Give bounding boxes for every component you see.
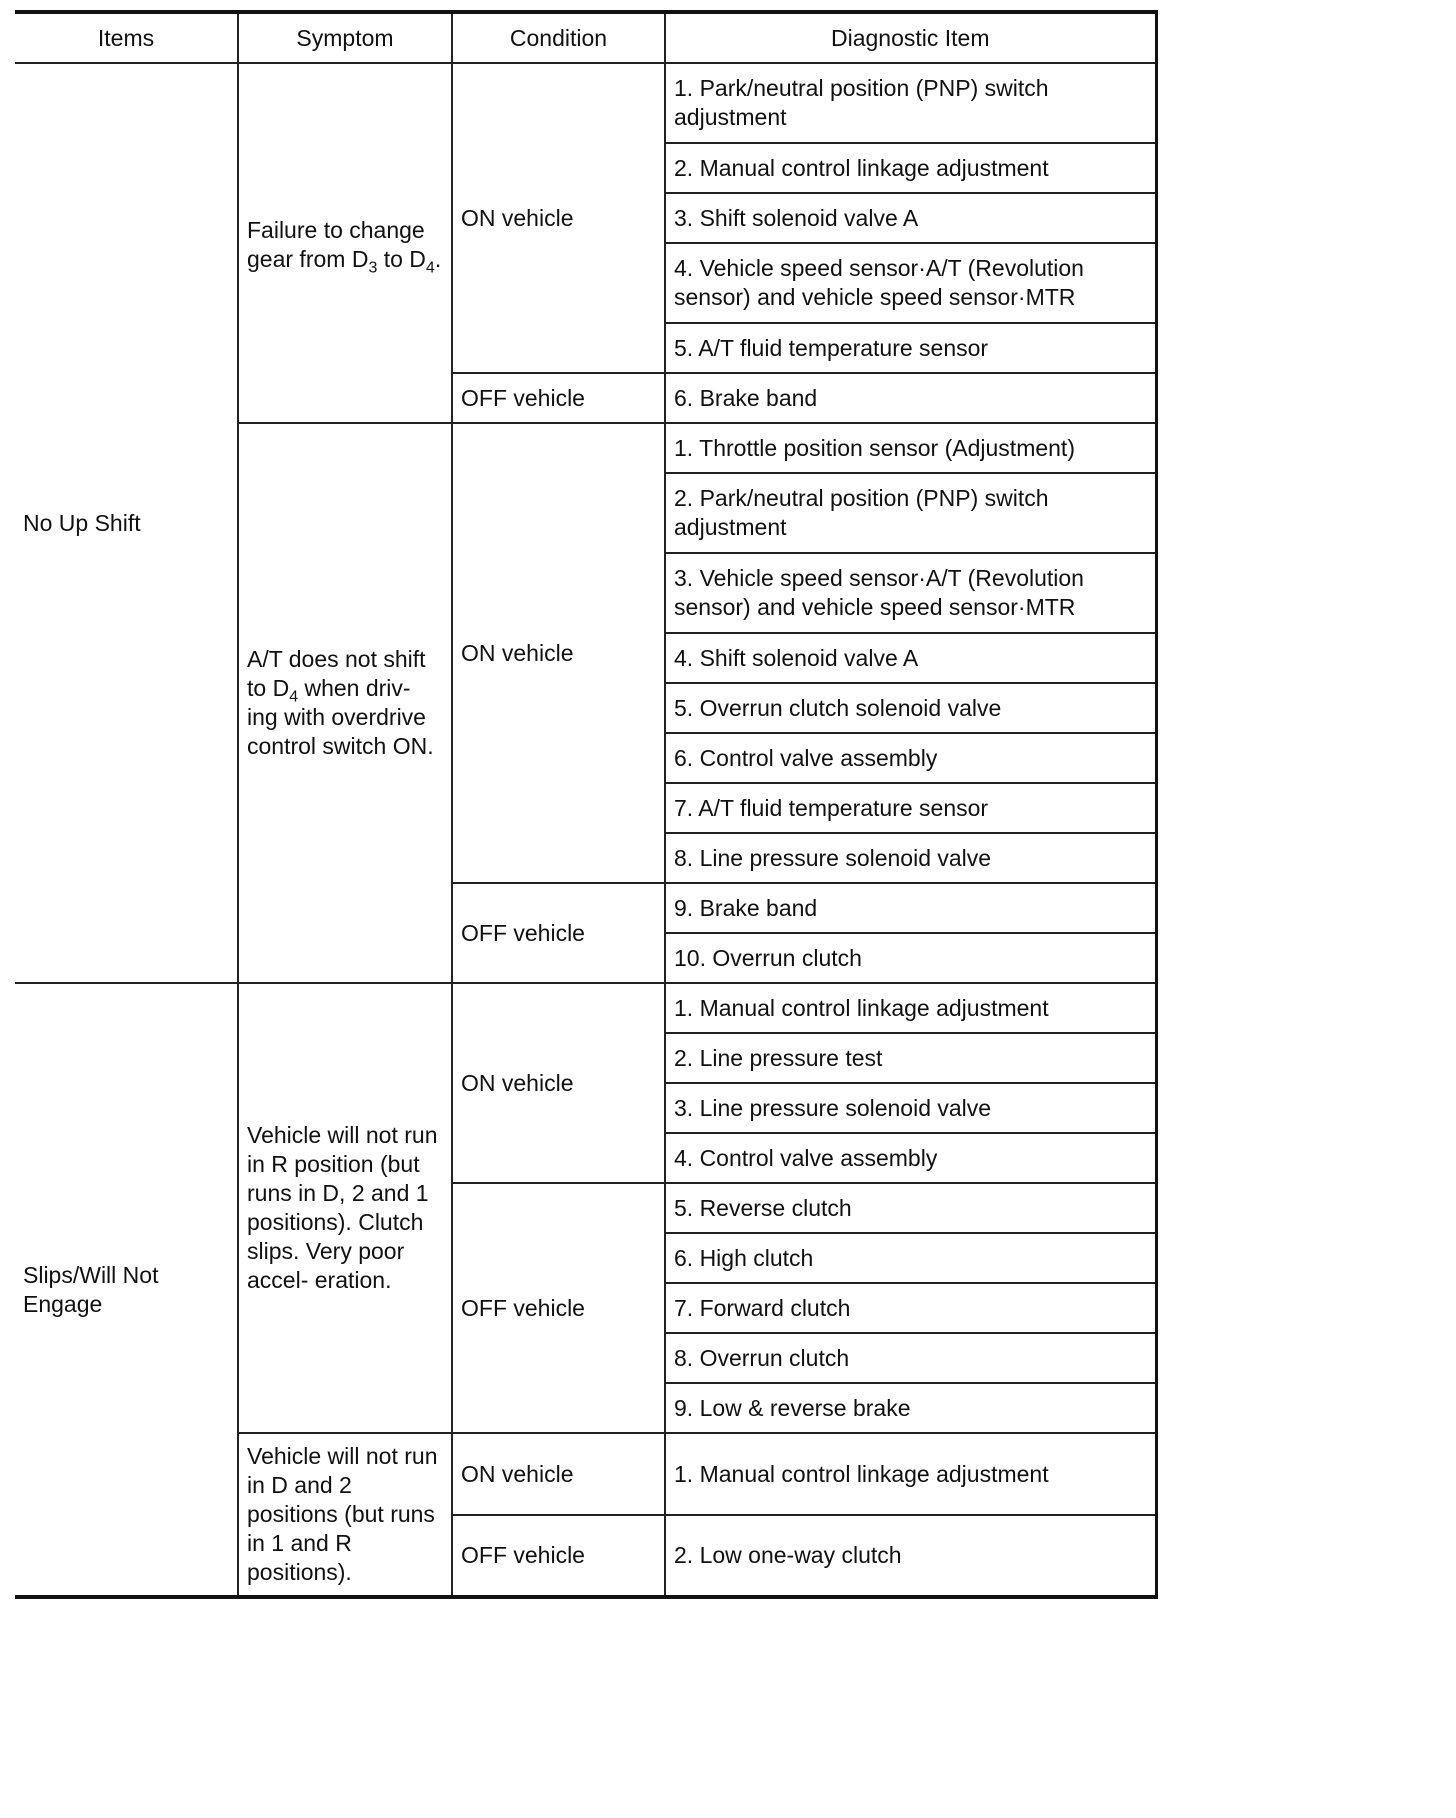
symptom-cell: Vehicle will not run in D and 2 positions (but runs in 1 and R positions). <box>238 1433 452 1597</box>
diagnostic-item: 10. Overrun clutch <box>665 933 1156 983</box>
diagnostic-item: 5. A/T fluid temperature sensor <box>665 323 1156 373</box>
condition-cell: OFF vehicle <box>452 1183 665 1433</box>
diagnostic-item: 3. Line pressure solenoid valve <box>665 1083 1156 1133</box>
header-condition: Condition <box>452 12 665 63</box>
condition-cell: OFF vehicle <box>452 373 665 423</box>
symptom-cell: A/T does not shift to $D_4$ when driv- ing with overdrive control switch ON. <box>238 423 452 983</box>
header-diagnostic-item: Diagnostic Item <box>665 12 1156 63</box>
diagnostic-item: 3. Vehicle speed sensor·A/T (Revolution sensor) and vehicle speed sensor·MTR <box>665 553 1156 633</box>
diagnostic-item: 6. Brake band <box>665 373 1156 423</box>
condition-cell: OFF vehicle <box>452 1515 665 1597</box>
diagnostic-item: 5. Overrun clutch solenoid valve <box>665 683 1156 733</box>
diagnostic-item: 2. Line pressure test <box>665 1033 1156 1083</box>
diagnostic-item: 3. Shift solenoid valve A <box>665 193 1156 243</box>
header-row <box>15 12 1156 63</box>
condition-cell: OFF vehicle <box>452 883 665 983</box>
diagnostic-item: 8. Line pressure solenoid valve <box>665 833 1156 883</box>
diagnostic-item: 7. Forward clutch <box>665 1283 1156 1333</box>
diagnostic-item: 2. Low one-way clutch <box>665 1515 1156 1597</box>
diagnostic-item: 8. Overrun clutch <box>665 1333 1156 1383</box>
diagnostic-item: 6. Control valve assembly <box>665 733 1156 783</box>
condition-cell: ON vehicle <box>452 1433 665 1515</box>
diagnostic-item: 9. Low & reverse brake <box>665 1383 1156 1433</box>
diagnostic-item: 1. Park/neutral position (PNP) switch adjustment <box>665 63 1156 143</box>
diagnostic-item: 4. Shift solenoid valve A <box>665 633 1156 683</box>
table-row <box>15 983 1156 1033</box>
symptom-cell: Vehicle will not run in R position (but runs in D, 2 and 1 positions). Clutch slips. Very poor accel- eration. <box>238 983 452 1433</box>
diagnostic-item: 2. Manual control linkage adjustment <box>665 143 1156 193</box>
table-row <box>15 63 1156 143</box>
diagnostic-item: 1. Manual control linkage adjustment <box>665 983 1156 1033</box>
condition-cell: ON vehicle <box>452 983 665 1183</box>
item-no-up-shift: No Up Shift <box>15 63 238 983</box>
diagnostic-item: 4. Control valve assembly <box>665 1133 1156 1183</box>
item-slips-will-not-engage: Slips/Will Not Engage <box>15 983 238 1597</box>
diagnostic-table <box>15 10 1158 1599</box>
diagnostic-item: 5. Reverse clutch <box>665 1183 1156 1233</box>
diagnostic-item: 4. Vehicle speed sensor·A/T (Revolution sensor) and vehicle speed sensor·MTR <box>665 243 1156 323</box>
diagnostic-item: 9. Brake band <box>665 883 1156 933</box>
diagnostic-item: 7. A/T fluid temperature sensor <box>665 783 1156 833</box>
condition-cell: ON vehicle <box>452 423 665 883</box>
diagnostic-item: 1. Manual control linkage adjustment <box>665 1433 1156 1515</box>
header-items: Items <box>15 12 238 63</box>
diagnostic-item: 2. Park/neutral position (PNP) switch adjustment <box>665 473 1156 553</box>
condition-cell: ON vehicle <box>452 63 665 373</box>
symptom-cell: Failure to change gear from $D_3$ to $D_4$. <box>238 63 452 423</box>
diagnostic-item: 1. Throttle position sensor (Adjustment) <box>665 423 1156 473</box>
diagnostic-item: 6. High clutch <box>665 1233 1156 1283</box>
header-symptom: Symptom <box>238 12 452 63</box>
